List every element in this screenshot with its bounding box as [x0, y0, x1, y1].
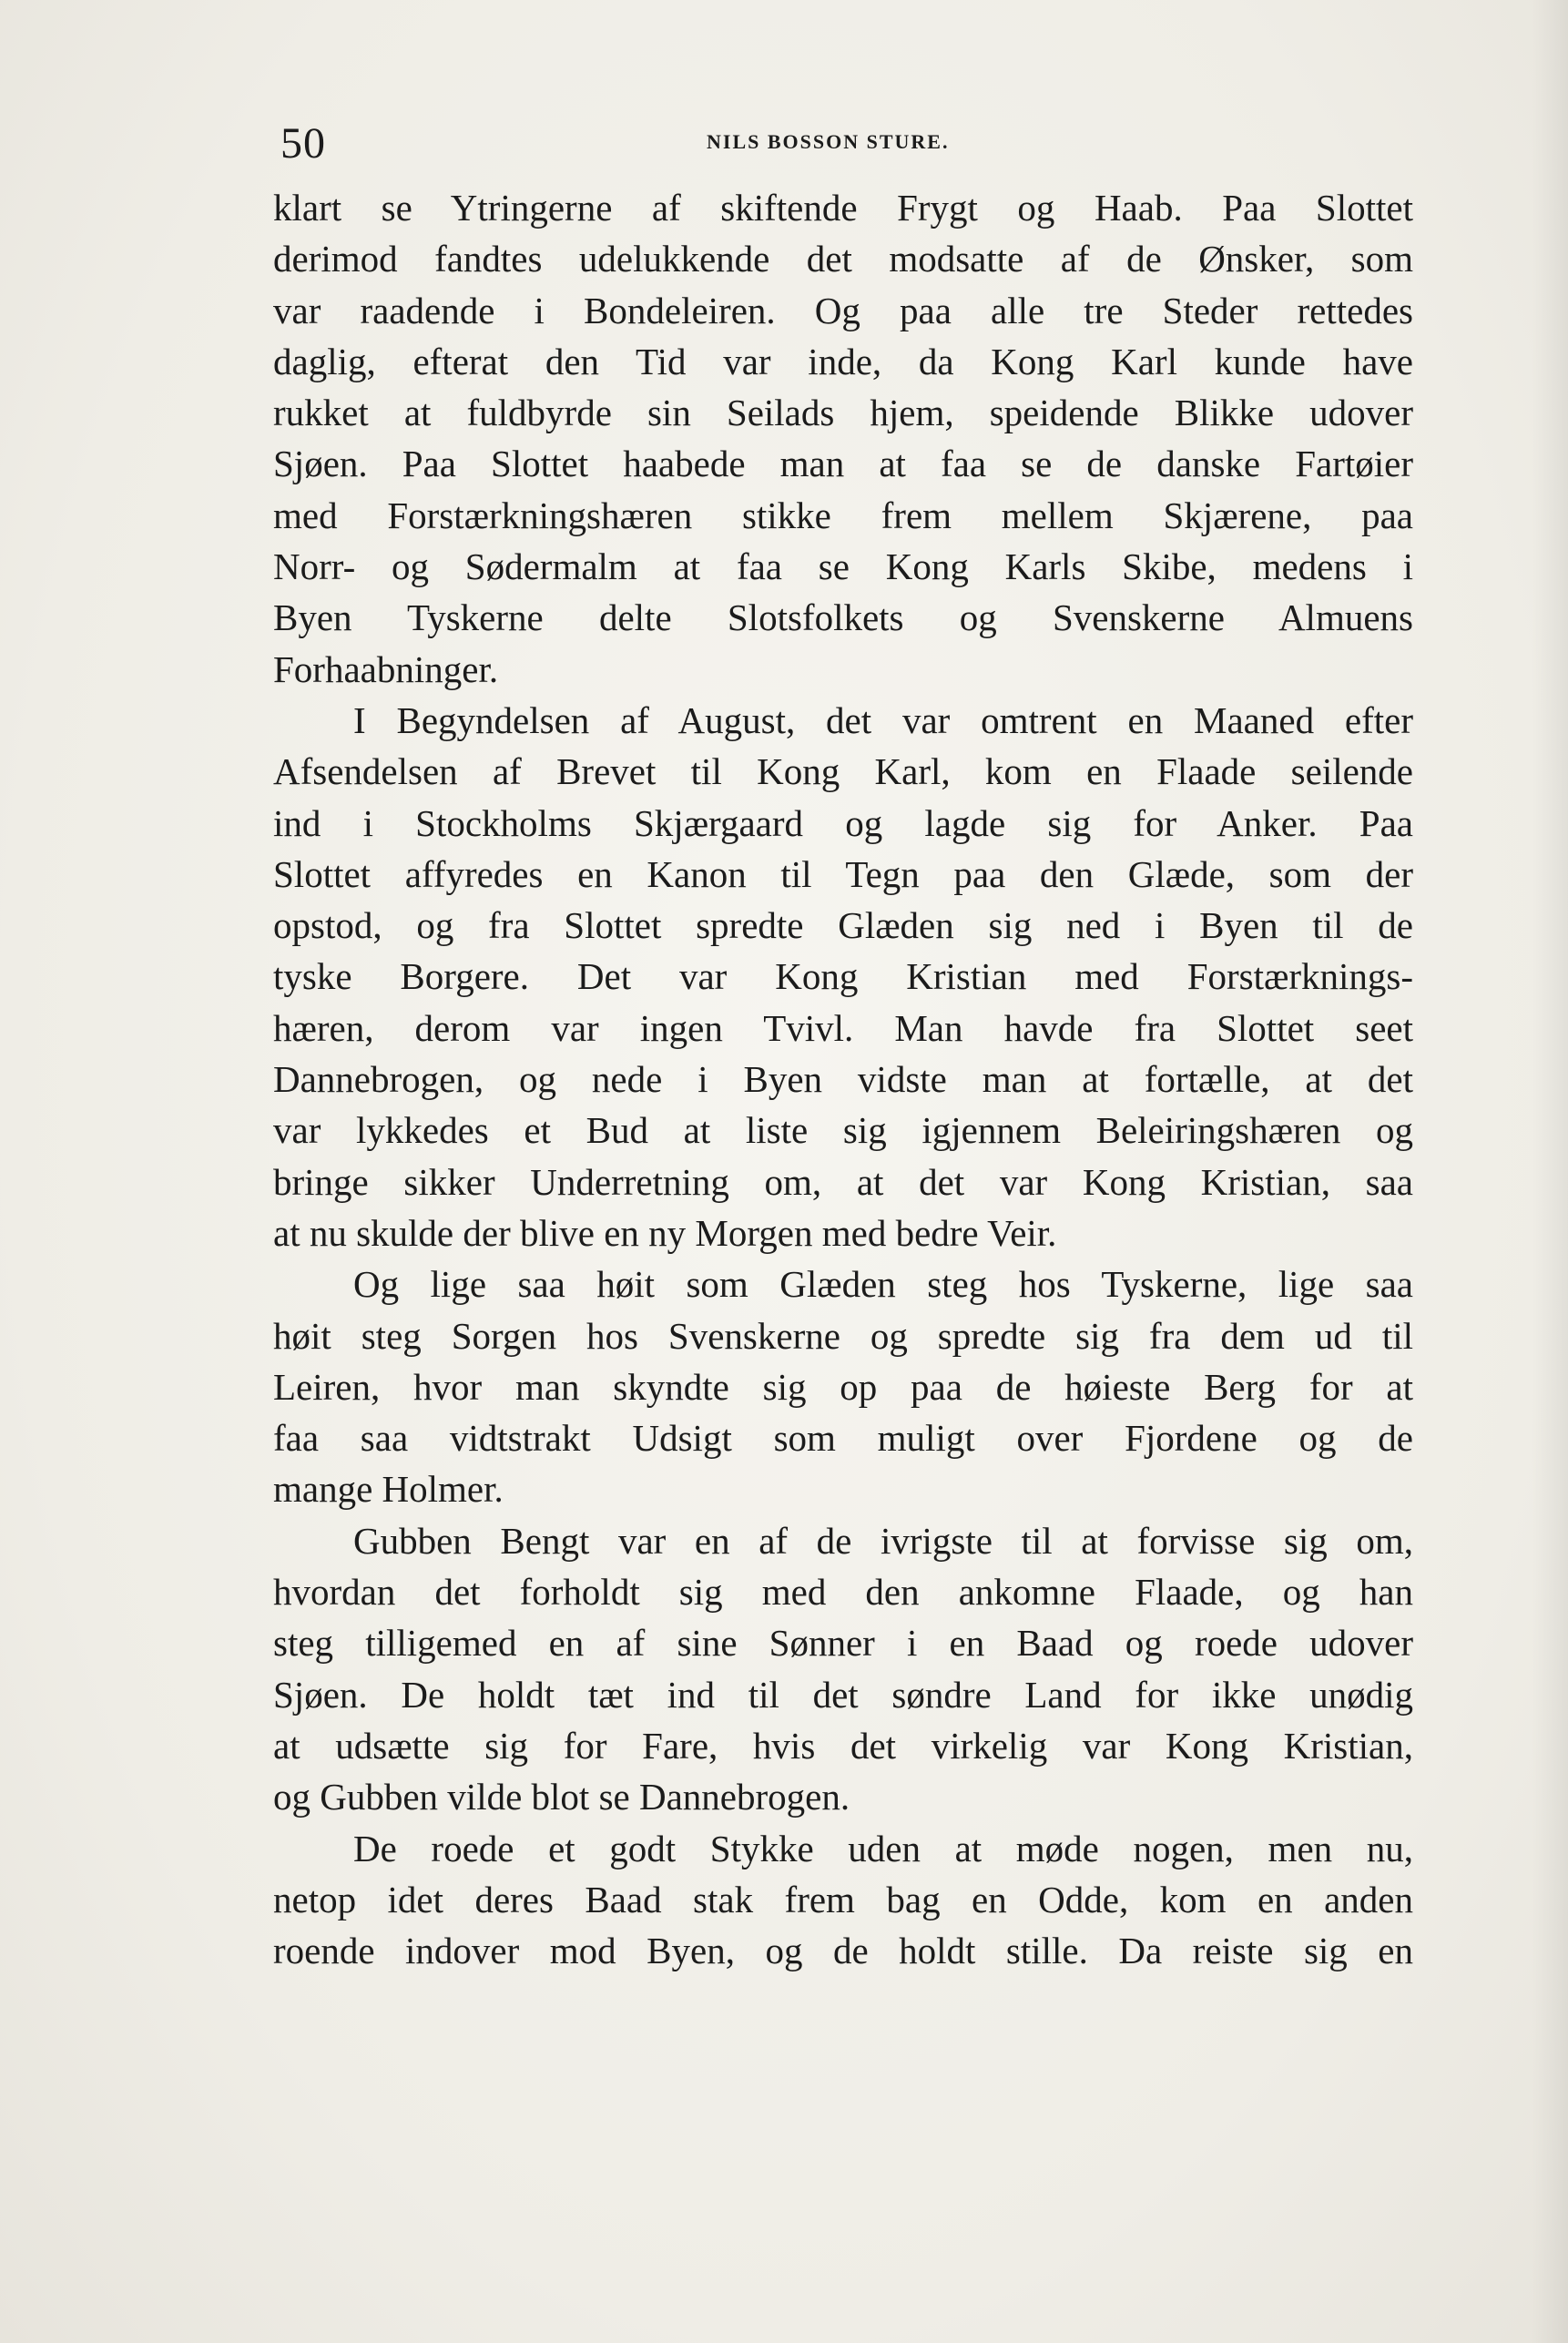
text-line: Forhaabninger.: [273, 647, 499, 690]
text-line: daglig, efterat den Tid var inde, da Kong Karl kunde have: [273, 340, 1413, 382]
text-line: I Begyndelsen af August, det var omtrent en Maaned efter: [353, 698, 1413, 741]
text-line: klart se Ytringerne af skiftende Frygt og Haab. Paa Slottet: [273, 187, 1413, 229]
text-line: faa saa vidtstrakt Udsigt som muligt over Fjordene og de: [273, 1417, 1413, 1460]
text-line: hvordan det forholdt sig med den ankomne Flaade, og han: [273, 1571, 1413, 1614]
page-edge-shadow: [1532, 0, 1568, 2343]
text-line: at nu skulde der blive en ny Morgen med bedre Veir.: [273, 1211, 1057, 1254]
text-line: høit steg Sorgen hos Svenskerne og spredte sig fra dem ud til: [273, 1314, 1413, 1357]
text-line: opstod, og fra Slottet spredte Glæden sig ned i Byen til de: [273, 904, 1413, 947]
text-line: Leiren, hvor man skyndte sig op paa de høieste Berg for at: [273, 1365, 1413, 1408]
text-line: Afsendelsen af Brevet til Kong Karl, kom en Flaade seilende: [273, 750, 1413, 793]
text-line: og Gubben vilde blot se Dannebrogen.: [273, 1776, 850, 1818]
text-line: Sjøen. De holdt tæt ind til det søndre Land for ikke unødig: [273, 1673, 1413, 1716]
page-header: [273, 117, 1420, 171]
text-line: Sjøen. Paa Slottet haabede man at faa se de danske Fartøier: [273, 443, 1413, 485]
text-line: steg tilligemed en af sine Sønner i en Baad og roede udover: [273, 1622, 1413, 1665]
text-line: bringe sikker Underretning om, at det var Kong Kristian, saa: [273, 1160, 1413, 1203]
text-line: Slottet affyredes en Kanon til Tegn paa den Glæde, som der: [273, 852, 1413, 895]
text-line: Og lige saa høit som Glæden steg hos Tyskerne, lige saa: [353, 1263, 1413, 1306]
text-line: var raadende i Bondeleiren. Og paa alle tre Steder rettedes: [273, 289, 1413, 331]
text-line: ind i Stockholms Skjærgaard og lagde sig for Anker. Paa: [273, 801, 1413, 844]
body-text: [273, 182, 1413, 1976]
running-title: NILS BOSSON STURE.: [707, 130, 950, 153]
text-line: netop idet deres Baad stak frem bag en Odde, kom en anden: [273, 1878, 1413, 1920]
text-line: Gubben Bengt var en af de ivrigste til at forvisse sig om,: [353, 1519, 1413, 1562]
text-line: var lykkedes et Bud at liste sig igjennem Beleiringshæren og: [273, 1109, 1413, 1152]
text-line: Dannebrogen, og nede i Byen vidste man at fortælle, at det: [273, 1058, 1413, 1101]
text-line: tyske Borgere. Det var Kong Kristian med Forstærknings-: [273, 955, 1413, 998]
text-line: med Forstærkningshæren stikke frem mellem Skjærene, paa: [273, 494, 1413, 536]
text-line: at udsætte sig for Fare, hvis det virkelig var Kong Kristian,: [273, 1724, 1413, 1767]
text-line: rukket at fuldbyrde sin Seilads hjem, speidende Blikke udover: [273, 392, 1413, 434]
text-line: hæren, derom var ingen Tvivl. Man havde fra Slottet seet: [273, 1006, 1413, 1049]
text-line: Norr- og Sødermalm at faa se Kong Karls Skibe, medens i: [273, 545, 1413, 588]
page-number: 50: [280, 119, 326, 168]
text-line: roende indover mod Byen, og de holdt stille. Da reiste sig en: [273, 1930, 1413, 1972]
text-line: Byen Tyskerne delte Slotsfolkets og Svenskerne Almuens: [273, 596, 1413, 639]
text-line: mange Holmer.: [273, 1468, 504, 1511]
text-line: De roede et godt Stykke uden at møde nogen, men nu,: [353, 1827, 1413, 1869]
text-line: derimod fandtes udelukkende det modsatte af de Ønsker, som: [273, 238, 1413, 280]
